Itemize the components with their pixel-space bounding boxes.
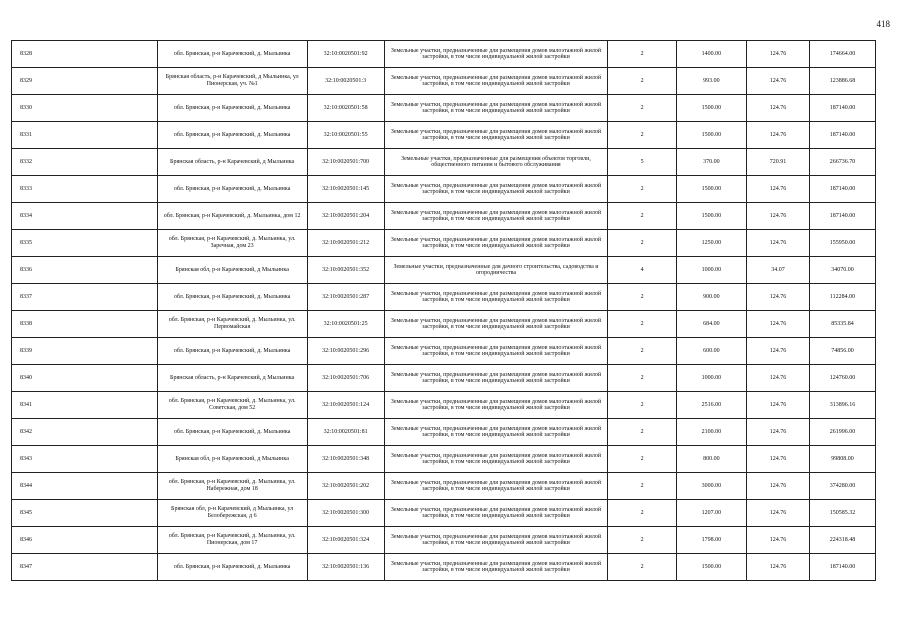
- cadastral-value-cell: 112284.00: [810, 284, 876, 311]
- cadastral-value-cell: 187140.00: [810, 203, 876, 230]
- cadastral-number-cell: 32:10:0020501:706: [307, 365, 384, 392]
- table-row: [12, 338, 880, 365]
- cadastral-value-cell: 187140.00: [810, 554, 876, 581]
- rate-cell: 124.76: [746, 473, 809, 500]
- row-number-cell: [12, 446, 158, 473]
- cadastral-number-cell: 32:10:0020501:324: [307, 527, 384, 554]
- land-purpose-cell: Земельные участки, предназначенные для размещения домов малоэтажной жилой застройки, в том числе индивидуальной жилой застройки: [384, 473, 608, 500]
- group-cell: 2: [608, 473, 677, 500]
- table-row: [12, 41, 880, 68]
- rate-cell: 124.76: [746, 230, 809, 257]
- table-row: [12, 311, 880, 338]
- land-purpose-cell: Земельные участки, предназначенные для размещения домов малоэтажной жилой застройки, в том числе индивидуальной жилой застройки: [384, 41, 608, 68]
- cadastral-number-cell: 32:10:0020501:287: [307, 284, 384, 311]
- spacer-cell: [875, 419, 879, 446]
- spacer-cell: [875, 257, 879, 284]
- address-cell: Брянская область, р-н Карачевский, д Мыльинка: [157, 365, 307, 392]
- cadastral-number-cell: 32:10:0020501:348: [307, 446, 384, 473]
- land-purpose-cell: Земельные участки, предназначенные для размещения домов малоэтажной жилой застройки, в том числе индивидуальной жилой застройки: [384, 284, 608, 311]
- cadastral-value-cell: 174664.00: [810, 41, 876, 68]
- row-number-cell: [12, 176, 158, 203]
- cadastral-number-cell: 32:10:0020501:202: [307, 473, 384, 500]
- row-number-cell: [12, 365, 158, 392]
- spacer-cell: [875, 500, 879, 527]
- area-cell: 2516.00: [677, 392, 747, 419]
- land-purpose-cell: Земельные участки, предназначенные для размещения домов малоэтажной жилой застройки, в том числе индивидуальной жилой застройки: [384, 95, 608, 122]
- address-cell: обл. Брянская, р-н Карачевский, д. Мыльинка: [157, 176, 307, 203]
- row-number: 8346: [20, 536, 32, 543]
- row-number: 8345: [20, 509, 32, 516]
- table-row: [12, 68, 880, 95]
- rate-cell: 124.76: [746, 527, 809, 554]
- table-row: [12, 392, 880, 419]
- row-number-cell: [12, 149, 158, 176]
- spacer-cell: [875, 230, 879, 257]
- row-number-cell: [12, 527, 158, 554]
- rate-cell: 124.76: [746, 41, 809, 68]
- group-cell: 2: [608, 338, 677, 365]
- row-number: 8339: [20, 347, 32, 354]
- area-cell: 1500.00: [677, 95, 747, 122]
- rate-cell: 124.76: [746, 554, 809, 581]
- rate-cell: 124.76: [746, 176, 809, 203]
- row-number-cell: [12, 122, 158, 149]
- area-cell: 900.00: [677, 284, 747, 311]
- cadastral-value-cell: 187140.00: [810, 95, 876, 122]
- spacer-cell: [875, 68, 879, 95]
- cadastral-value-cell: 34070.00: [810, 257, 876, 284]
- row-number: 8347: [20, 563, 32, 570]
- row-number: 8329: [20, 77, 32, 84]
- rate-cell: 124.76: [746, 311, 809, 338]
- spacer-cell: [875, 473, 879, 500]
- cadastral-number-cell: 32:10:0020501:204: [307, 203, 384, 230]
- land-purpose-cell: Земельные участки, предназначенные для размещения домов малоэтажной жилой застройки, в том числе индивидуальной жилой застройки: [384, 446, 608, 473]
- group-cell: 2: [608, 203, 677, 230]
- group-cell: 2: [608, 95, 677, 122]
- spacer-cell: [875, 149, 879, 176]
- address-cell: Брянская обл, р-н Карачевский, д Мыльинка: [157, 446, 307, 473]
- cadastral-value-cell: 266736.70: [810, 149, 876, 176]
- area-cell: 3000.00: [677, 473, 747, 500]
- address-cell: Брянская обл, р-н Карачевский, д Мыльинка: [157, 257, 307, 284]
- row-number: 8340: [20, 374, 32, 381]
- rate-cell: 124.76: [746, 284, 809, 311]
- rate-cell: 34.07: [746, 257, 809, 284]
- row-number-cell: [12, 311, 158, 338]
- cadastral-value-cell: 261996.00: [810, 419, 876, 446]
- land-purpose-cell: Земельные участки, предназначенные для размещения домов малоэтажной жилой застройки, в том числе индивидуальной жилой застройки: [384, 527, 608, 554]
- spacer-cell: [875, 338, 879, 365]
- address-cell: обл. Брянская, р-н Карачевский, д. Мыльинка, ул. Заречная, дом 23: [157, 230, 307, 257]
- group-cell: 2: [608, 365, 677, 392]
- row-number-cell: [12, 257, 158, 284]
- table-row: [12, 176, 880, 203]
- row-number-cell: [12, 41, 158, 68]
- rate-cell: 124.76: [746, 446, 809, 473]
- area-cell: 1500.00: [677, 554, 747, 581]
- group-cell: 2: [608, 122, 677, 149]
- cadastral-number-cell: 32:10:0020501:145: [307, 176, 384, 203]
- row-number-cell: [12, 95, 158, 122]
- group-cell: 2: [608, 527, 677, 554]
- cadastral-number-cell: 32:10:0020501:300: [307, 500, 384, 527]
- land-purpose-cell: Земельные участки, предназначенные для размещения домов малоэтажной жилой застройки, в том числе индивидуальной жилой застройки: [384, 311, 608, 338]
- row-number: 8328: [20, 50, 32, 57]
- cadastral-value-cell: 124760.00: [810, 365, 876, 392]
- area-cell: 800.00: [677, 446, 747, 473]
- cadastral-value-cell: 150585.32: [810, 500, 876, 527]
- table-row: [12, 446, 880, 473]
- area-cell: 684.00: [677, 311, 747, 338]
- cadastral-value-cell: 374280.00: [810, 473, 876, 500]
- row-number: 8342: [20, 428, 32, 435]
- spacer-cell: [875, 527, 879, 554]
- area-cell: 1000.00: [677, 257, 747, 284]
- address-cell: обл. Брянская, р-н Карачевский, д. Мыльинка: [157, 284, 307, 311]
- land-purpose-cell: Земельные участки, предназначенные для дачного строительства, садоводства и огородничества: [384, 257, 608, 284]
- row-number-cell: [12, 284, 158, 311]
- group-cell: 5: [608, 149, 677, 176]
- row-number-cell: [12, 500, 158, 527]
- row-number: 8337: [20, 293, 32, 300]
- row-number: 8343: [20, 455, 32, 462]
- area-cell: 1500.00: [677, 203, 747, 230]
- cadastral-number-cell: 32:10:0020501:55: [307, 122, 384, 149]
- row-number: 8335: [20, 239, 32, 246]
- spacer-cell: [875, 41, 879, 68]
- address-cell: обл. Брянская, р-н Карачевский, д. Мыльинка: [157, 338, 307, 365]
- area-cell: 1798.00: [677, 527, 747, 554]
- cadastral-number-cell: 32:10:0020501:58: [307, 95, 384, 122]
- address-cell: обл. Брянская, р-н Карачевский, д. Мыльинка: [157, 554, 307, 581]
- group-cell: 2: [608, 230, 677, 257]
- table-row: [12, 284, 880, 311]
- land-purpose-cell: Земельные участки, предназначенные для размещения домов малоэтажной жилой застройки, в том числе индивидуальной жилой застройки: [384, 122, 608, 149]
- rate-cell: 124.76: [746, 392, 809, 419]
- row-number: 8331: [20, 131, 32, 138]
- address-cell: обл. Брянская, р-н Карачевский, д. Мыльинка, ул. Пионерская, дом 17: [157, 527, 307, 554]
- address-cell: обл. Брянская, р-н Карачевский, д. Мыльинка, ул. Набережная, дом 18: [157, 473, 307, 500]
- row-number: 8344: [20, 482, 32, 489]
- table-row: [12, 230, 880, 257]
- cadastral-value-cell: 187140.00: [810, 122, 876, 149]
- row-number-cell: [12, 68, 158, 95]
- land-purpose-cell: Земельные участки, предназначенные для размещения домов малоэтажной жилой застройки, в том числе индивидуальной жилой застройки: [384, 419, 608, 446]
- area-cell: 1400.00: [677, 41, 747, 68]
- cadastral-number-cell: 32:10:0020501:136: [307, 554, 384, 581]
- spacer-cell: [875, 392, 879, 419]
- cadastral-number-cell: 32:10:0020501:124: [307, 392, 384, 419]
- group-cell: 2: [608, 311, 677, 338]
- cadastral-number-cell: 32:10:0020501:25: [307, 311, 384, 338]
- row-number: 8333: [20, 185, 32, 192]
- spacer-cell: [875, 203, 879, 230]
- spacer-cell: [875, 554, 879, 581]
- table-row: [12, 365, 880, 392]
- cadastral-value-cell: 313896.16: [810, 392, 876, 419]
- land-purpose-cell: Земельные участки, предназначенные для размещения домов малоэтажной жилой застройки, в том числе индивидуальной жилой застройки: [384, 230, 608, 257]
- row-number-cell: [12, 203, 158, 230]
- row-number: 8336: [20, 266, 32, 273]
- address-cell: обл. Брянская, р-н Карачевский, д. Мыльинка: [157, 419, 307, 446]
- table-row: [12, 500, 880, 527]
- group-cell: 2: [608, 68, 677, 95]
- row-number-cell: [12, 392, 158, 419]
- cadastral-value-cell: 123886.68: [810, 68, 876, 95]
- address-cell: Брянская область, р-н Карачевский, д Мыльинка, ул Пионерская, уч. №1: [157, 68, 307, 95]
- area-cell: 1000.00: [677, 365, 747, 392]
- row-number-cell: [12, 419, 158, 446]
- address-cell: обл. Брянская, р-н Карачевский, д. Мыльинка, ул. Советская, дом 52: [157, 392, 307, 419]
- group-cell: 2: [608, 284, 677, 311]
- area-cell: 370.00: [677, 149, 747, 176]
- cadastral-number-cell: 32:10:0020501:352: [307, 257, 384, 284]
- land-registry-table: [11, 40, 880, 581]
- table-row: [12, 149, 880, 176]
- spacer-cell: [875, 446, 879, 473]
- land-purpose-cell: Земельные участки, предназначенные для размещения домов малоэтажной жилой застройки, в том числе индивидуальной жилой застройки: [384, 500, 608, 527]
- group-cell: 2: [608, 41, 677, 68]
- table-row: [12, 473, 880, 500]
- spacer-cell: [875, 365, 879, 392]
- spacer-cell: [875, 176, 879, 203]
- address-cell: обл. Брянская, р-н Карачевский, д. Мыльинка: [157, 41, 307, 68]
- cadastral-number-cell: 32:10:0020501:81: [307, 419, 384, 446]
- rate-cell: 124.76: [746, 203, 809, 230]
- cadastral-number-cell: 32:10:0020501:92: [307, 41, 384, 68]
- group-cell: 2: [608, 392, 677, 419]
- spacer-cell: [875, 284, 879, 311]
- cadastral-value-cell: 74856.00: [810, 338, 876, 365]
- land-purpose-cell: Земельные участки, предназначенные для размещения домов малоэтажной жилой застройки, в том числе индивидуальной жилой застройки: [384, 392, 608, 419]
- area-cell: 2100.00: [677, 419, 747, 446]
- row-number-cell: [12, 230, 158, 257]
- table-row: [12, 203, 880, 230]
- group-cell: 2: [608, 176, 677, 203]
- page-number: 418: [876, 19, 890, 29]
- row-number: 8338: [20, 320, 32, 327]
- row-number: 8341: [20, 401, 32, 408]
- group-cell: 2: [608, 419, 677, 446]
- cadastral-value-cell: 155950.00: [810, 230, 876, 257]
- area-cell: 1500.00: [677, 176, 747, 203]
- land-purpose-cell: Земельные участки, предназначенные для размещения домов малоэтажной жилой застройки, в том числе индивидуальной жилой застройки: [384, 203, 608, 230]
- cadastral-number-cell: 32:10:0020501:700: [307, 149, 384, 176]
- table-row: [12, 122, 880, 149]
- rate-cell: 124.76: [746, 122, 809, 149]
- table-row: [12, 419, 880, 446]
- rate-cell: 124.76: [746, 68, 809, 95]
- area-cell: 600.00: [677, 338, 747, 365]
- area-cell: 1207.00: [677, 500, 747, 527]
- row-number-cell: [12, 554, 158, 581]
- cadastral-value-cell: 224318.48: [810, 527, 876, 554]
- address-cell: обл. Брянская, р-н Карачевский, д. Мыльинка, ул. Первомайская: [157, 311, 307, 338]
- land-purpose-cell: Земельные участки, предназначенные для размещения домов малоэтажной жилой застройки, в том числе индивидуальной жилой застройки: [384, 365, 608, 392]
- table-row: [12, 257, 880, 284]
- group-cell: 2: [608, 500, 677, 527]
- table-row: [12, 95, 880, 122]
- row-number: 8330: [20, 104, 32, 111]
- address-cell: Брянская обл, р-н Карачевский, д Мыльинка, ул Белобережская, д 6: [157, 500, 307, 527]
- group-cell: 2: [608, 554, 677, 581]
- row-number-cell: [12, 338, 158, 365]
- table-body: [12, 41, 880, 581]
- row-number: 8332: [20, 158, 32, 165]
- cadastral-value-cell: 187140.00: [810, 176, 876, 203]
- spacer-cell: [875, 95, 879, 122]
- land-purpose-cell: Земельные участки, предназначенные для размещения домов малоэтажной жилой застройки, в том числе индивидуальной жилой застройки: [384, 554, 608, 581]
- cadastral-number-cell: 32:10:0020501:212: [307, 230, 384, 257]
- area-cell: 1500.00: [677, 122, 747, 149]
- rate-cell: 124.76: [746, 500, 809, 527]
- cadastral-value-cell: 85335.84: [810, 311, 876, 338]
- rate-cell: 124.76: [746, 95, 809, 122]
- group-cell: 4: [608, 257, 677, 284]
- address-cell: обл. Брянская, р-н Карачевский, д. Мыльинка, дом 12: [157, 203, 307, 230]
- land-purpose-cell: Земельные участки, предназначенные для размещения домов малоэтажной жилой застройки, в том числе индивидуальной жилой застройки: [384, 338, 608, 365]
- table-row: [12, 554, 880, 581]
- area-cell: 1250.00: [677, 230, 747, 257]
- rate-cell: 124.76: [746, 338, 809, 365]
- address-cell: Брянская область, р-н Карачевский, д Мыльинка: [157, 149, 307, 176]
- land-purpose-cell: Земельные участки, предназначенные для размещения домов малоэтажной жилой застройки, в том числе индивидуальной жилой застройки: [384, 68, 608, 95]
- land-purpose-cell: Земельные участки, предназначенные для размещения объектов торговли, общественного питания и бытового обслуживания: [384, 149, 608, 176]
- cadastral-number-cell: 32:10:0020501:296: [307, 338, 384, 365]
- address-cell: обл. Брянская, р-н Карачевский, д. Мыльинка: [157, 122, 307, 149]
- address-cell: обл. Брянская, р-н Карачевский, д. Мыльинка: [157, 95, 307, 122]
- rate-cell: 124.76: [746, 365, 809, 392]
- table-row: [12, 527, 880, 554]
- cadastral-value-cell: 99808.00: [810, 446, 876, 473]
- row-number-cell: [12, 473, 158, 500]
- group-cell: 2: [608, 446, 677, 473]
- cadastral-number-cell: 32:10:0020501:3: [307, 68, 384, 95]
- rate-cell: 720.91: [746, 149, 809, 176]
- spacer-cell: [875, 122, 879, 149]
- area-cell: 993.00: [677, 68, 747, 95]
- rate-cell: 124.76: [746, 419, 809, 446]
- row-number: 8334: [20, 212, 32, 219]
- land-purpose-cell: Земельные участки, предназначенные для размещения домов малоэтажной жилой застройки, в том числе индивидуальной жилой застройки: [384, 176, 608, 203]
- spacer-cell: [875, 311, 879, 338]
